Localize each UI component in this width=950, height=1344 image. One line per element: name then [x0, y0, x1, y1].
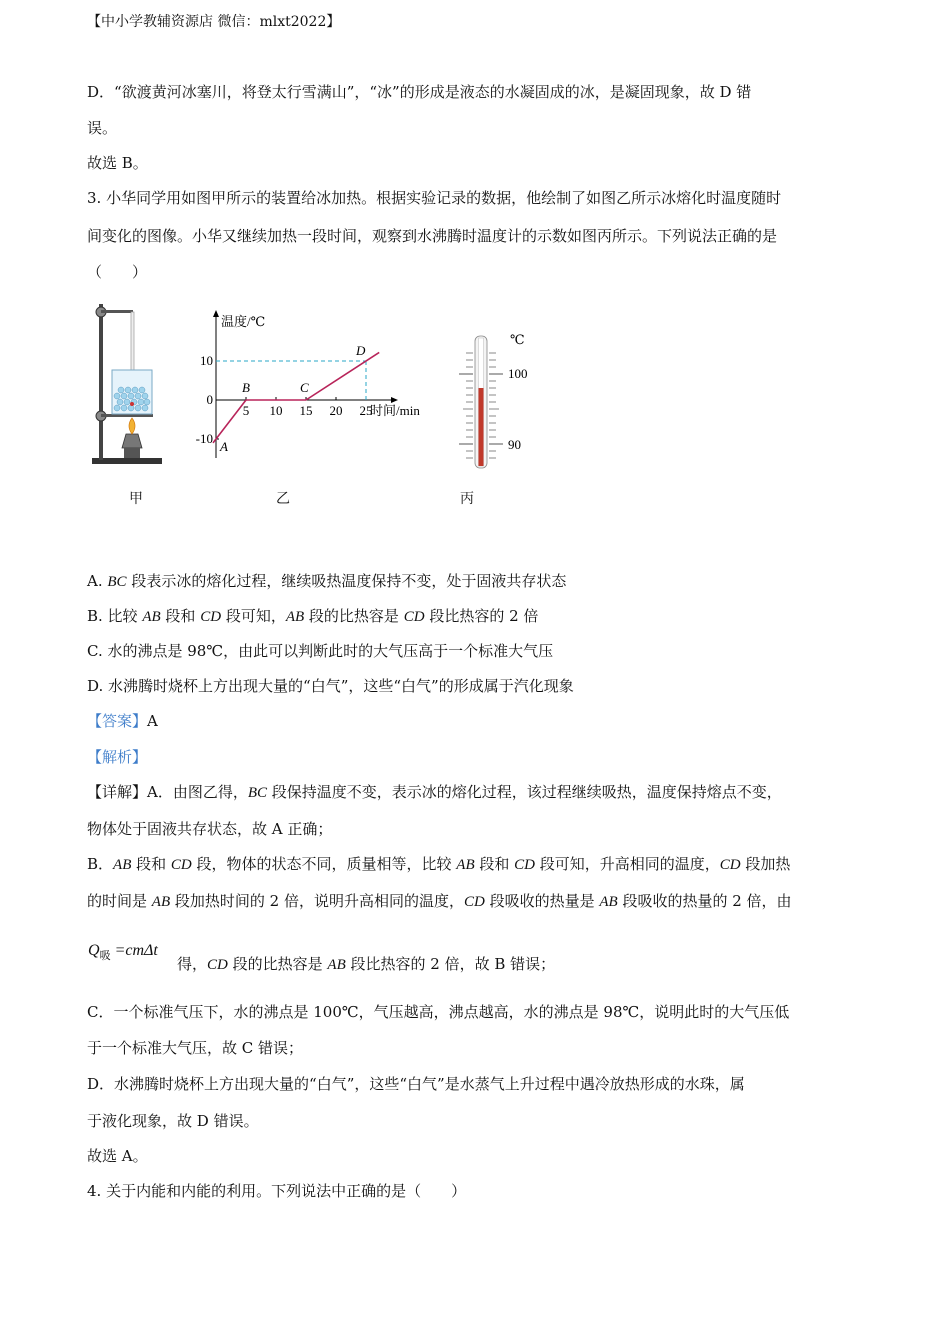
detail-b1-s1: AB: [113, 857, 132, 873]
detail-b2-s1: AB: [151, 894, 171, 910]
stand-rod: [99, 304, 103, 460]
detail-label: 【详解】: [87, 783, 148, 801]
thermometer-drawing: [450, 330, 540, 472]
detail-b-line1: [87, 854, 790, 875]
option-b-text4: 段比热容的 2 倍: [424, 607, 539, 625]
y-axis-label: 温度/℃: [221, 314, 266, 329]
option-b-seg1: AB: [142, 609, 161, 625]
option-a-segment: BC: [107, 574, 127, 590]
caption-yi: 乙: [276, 491, 290, 507]
detail-b1-t1: 段和: [131, 855, 171, 873]
y-axis-arrow: [213, 310, 219, 317]
detail-b3-s1: CD: [207, 957, 228, 973]
detail-b1-t4: 段可知，升高相同的温度，: [535, 855, 720, 873]
q4-stem: 4. 关于内能和内能的利用。下列说法中正确的是（ ）: [87, 1182, 467, 1200]
detail-a-text2: 段保持温度不变，表示冰的熔化过程，该过程继续吸热，温度保持熔点不变，: [267, 783, 782, 801]
flame-icon: [129, 418, 135, 434]
detail-b-line2: [87, 891, 792, 912]
option-a-prefix: A.: [87, 572, 108, 590]
detail-b2-t0: 的时间是: [87, 892, 152, 910]
answer-value: A: [147, 712, 158, 730]
q3-stem-line3: （ ）: [87, 263, 148, 281]
thermometer-unit: ℃: [510, 332, 525, 347]
x-tick-label-15: 15: [299, 403, 313, 418]
analysis-label: 【解析】: [87, 748, 148, 766]
x-tick-label-10: 10: [269, 403, 283, 418]
apparatus-drawing: [86, 298, 176, 470]
detail-c-line2: 于一个标准大气压，故 C 错误；: [87, 1039, 304, 1057]
option-a-text: 段表示冰的熔化过程，继续吸热温度保持不变，处于固液共存状态: [126, 572, 567, 590]
figure-bing-thermometer: [450, 330, 540, 472]
detail-b1-t3: 段和: [474, 855, 515, 873]
answer-line: [87, 711, 158, 731]
detail-b1-t5: 段加热: [740, 855, 791, 873]
segment-AB: [213, 400, 246, 443]
formula-sub: 吸: [99, 949, 111, 963]
option-b-prefix: B. 比较: [87, 607, 143, 625]
formula-rest: =cmΔt: [110, 942, 158, 959]
q3-option-c[interactable]: C. 水的沸点是 98℃，由此可以判断此时的大气压高于一个标准大气压: [87, 642, 554, 660]
mercury-column: [479, 388, 484, 466]
y-tick-label-10: 10: [200, 353, 213, 368]
detail-b-line3: [177, 954, 555, 975]
detail-b1-t0: B．: [87, 855, 114, 873]
detail-b1-s2: CD: [170, 857, 192, 873]
option-b-text3: 段的比热容是: [304, 607, 404, 625]
ice-pieces: [114, 387, 150, 411]
detail-b2-s3: AB: [599, 894, 618, 910]
prev-option-d-line2: 误。: [87, 119, 118, 137]
thermometer-label-100: 100: [508, 366, 528, 381]
detail-b2-t2: 段吸收的热量是: [484, 892, 600, 910]
lamp-base: [124, 448, 140, 458]
figure-yi-chart: [186, 306, 438, 462]
point-label-D: D: [356, 343, 366, 358]
option-b-text1: 段和: [160, 607, 201, 625]
detail-b3-s2: AB: [327, 957, 346, 973]
detail-a-line2: 物体处于固液共存状态，故 A 正确；: [87, 820, 333, 838]
detail-a-seg: BC: [247, 785, 268, 801]
heat-formula: [88, 942, 158, 963]
x-axis-label: 时间/min: [370, 403, 420, 418]
prev-option-d-line1: D．“欲渡黄河冰塞川，将登太行雪满山”，“冰”的形成是液态的水凝固成的冰，是凝固现象，故 D 错: [87, 83, 752, 101]
point-label-B: B: [242, 380, 250, 395]
q3-option-b[interactable]: [87, 606, 538, 627]
answer-label: 【答案】: [87, 712, 148, 730]
clamp-arm-top: [101, 310, 133, 313]
detail-b2-t3: 段吸收的热量的 2 倍，由: [617, 892, 792, 910]
prev-choice: 故选 B。: [87, 154, 148, 172]
y-tick-label--10: -10: [195, 431, 213, 446]
option-b-seg3: AB: [285, 609, 305, 625]
detail-a-text1: A．由图乙得，: [147, 783, 248, 801]
q3-stem-line1: 3. 小华同学用如图甲所示的装置给冰加热。根据实验记录的数据，他绘制了如图乙所示冰熔化时温度随时: [87, 189, 782, 207]
page-header: 【中小学教辅资源店 微信：mlxt2022】: [87, 14, 341, 30]
temperature-time-chart: [186, 306, 438, 462]
alcohol-lamp: [122, 434, 142, 448]
option-b-seg4: CD: [403, 609, 425, 625]
x-tick-label-5: 5: [242, 403, 250, 418]
detail-b3-t2: 段比热容的 2 倍，故 B 错误；: [345, 955, 556, 973]
formula-q: Q: [88, 942, 100, 959]
detail-choice: 故选 A。: [87, 1147, 148, 1165]
detail-b3-t0: 得，: [177, 955, 208, 973]
caption-jia: 甲: [129, 491, 143, 507]
detail-b2-t1: 段加热时间的 2 倍，说明升高相同的温度，: [170, 892, 464, 910]
point-label-A: A: [220, 439, 228, 454]
y-tick-label-0: 0: [206, 392, 213, 407]
detail-b1-s4: CD: [514, 857, 536, 873]
x-tick-label-20: 20: [329, 403, 343, 418]
option-b-seg2: CD: [200, 609, 222, 625]
thermometer-bulb: [130, 402, 134, 406]
caption-bing: 丙: [460, 491, 474, 507]
detail-d-line2: 于液化现象，故 D 错误。: [87, 1112, 259, 1130]
x-tick-label-25: 25: [359, 403, 373, 418]
figure-jia-apparatus: [86, 298, 176, 470]
q3-option-a[interactable]: [87, 571, 566, 592]
thermometer-label-90: 90: [508, 437, 521, 452]
segment-CD: [306, 352, 379, 400]
detail-a-line1: [87, 782, 782, 803]
detail-d-line1: D．水沸腾时烧杯上方出现大量的“白气”，这些“白气”是水蒸气上升过程中遇冷放热形成的水珠，属: [87, 1075, 745, 1093]
detail-b1-t2: 段，物体的状态不同，质量相等，比较: [191, 855, 457, 873]
q3-option-d[interactable]: D. 水沸腾时烧杯上方出现大量的“白气”，这些“白气”的形成属于汽化现象: [87, 677, 574, 695]
detail-c-line1: C．一个标准气压下，水的沸点是 100℃，气压越高，沸点越高，水的沸点是 98℃，说明此时的大气压低: [87, 1003, 790, 1021]
option-b-text2: 段可知，: [221, 607, 286, 625]
detail-b2-s2: CD: [463, 894, 485, 910]
detail-b3-t1: 段的比热容是: [227, 955, 328, 973]
q3-stem-line2: 间变化的图像。小华又继续加热一段时间，观察到水沸腾时温度计的示数如图丙所示。下列说法正确的是: [87, 227, 778, 245]
detail-b1-s3: AB: [456, 857, 475, 873]
detail-b1-s5: CD: [719, 857, 741, 873]
point-label-C: C: [300, 380, 309, 395]
